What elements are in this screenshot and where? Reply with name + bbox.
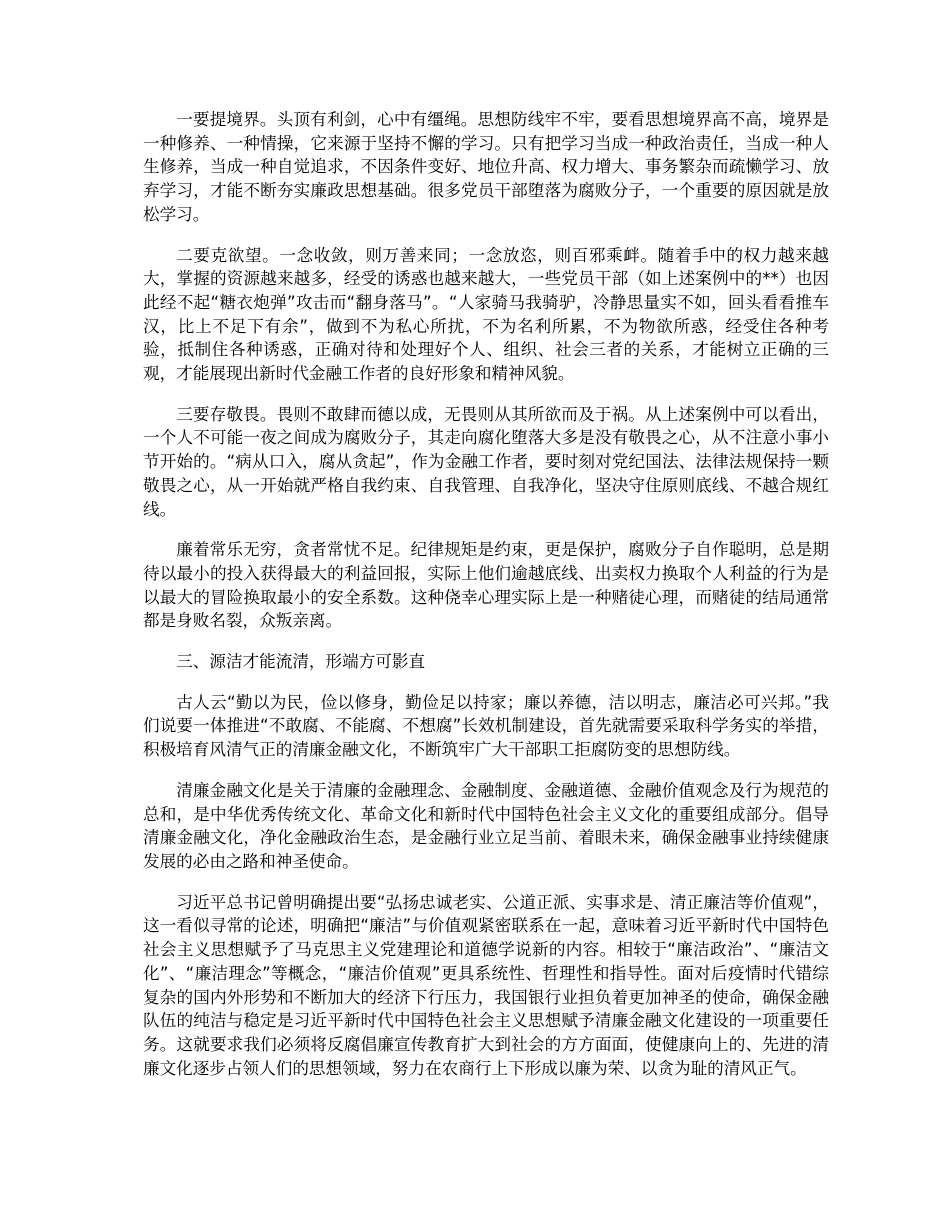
paragraph-integrity-joy: 廉着常乐无穷，贪者常忧不足。纪律规矩是约束，更是保护，腐败分子自作聪明，总是期待以最小的投入获得最大的利益回报，实际上他们逾越底线、出卖权力换取个人利益的行为是以最大的冒险换取最小的安全系数。这种侥幸心理实际上是一种赌徒心理，而赌徒的结局通常都是身败名裂，众叛亲离。 [143,540,829,631]
paragraph-keep-reverence: 三要存敬畏。畏则不敢肆而德以成，无畏则从其所欲而及于祸。从上述案例中可以看出，一个人不可能一夜之间成为腐败分子，其走向腐化堕落大多是没有敬畏之心，从不注意小事小节开始的。“病从口入，腐从贪起”，作为金融工作者，要时刻对党纪国法、法律法规保持一颗敬畏之心，从一开始就严格自我约束、自我管理、自我净化，坚决守住原则底线、不越合规红线。 [143,404,829,519]
section-heading: 三、源洁才能流清，形端方可影直 [176,652,426,672]
paragraph-clean-finance-culture: 清廉金融文化是关于清廉的金融理念、金融制度、金融道德、金融价值观念及行为规范的总和，是中华优秀传统文化、革命文化和新时代中国特色社会主义文化的重要组成部分。倡导清廉金融文化，净化金融政治生态，是金融行业立足当前、着眼未来，确保金融事业持续健康发展的必由之路和神圣使命。 [143,780,829,871]
paragraph-raise-realm: 一要提境界。头顶有利剑，心中有缰绳。思想防线牢不牢，要看思想境界高不高，境界是一种修养、一种情操，它来源于坚持不懈的学习。只有把学习当成一种政治责任，当成一种人生修养，当成一种自觉追求，不因条件变好、地位升高、权力增大、事务繁杂而疏懒学习、放弃学习，才能不断夯实廉政思想基础。很多党员干部堕落为腐败分子，一个重要的原因就是放松学习。 [143,110,829,224]
paragraph-restrain-desire: 二要克欲望。一念收敛，则万善来同；一念放恣，则百邪乘衅。随着手中的权力越来越大，掌握的资源越来越多，经受的诱惑也越来越大，一些党员干部（如上述案例中的**）也因此经不起“糖衣炮弹”攻击而“翻身落马”。“人家骑马我骑驴，冷静思量实不如，回头看看推车汉，比上不足下有余”，做到不为私心所扰，不为名利所累，不为物欲所惑，经受住各种考验，抵制住各种诱惑，正确对待和处理好个人、组织、社会三者的关系，才能树立正确的三观，才能展现出新时代金融工作者的良好形象和精神风貌。 [143,245,829,384]
document-page [143,108,829,1097]
paragraph-xi-values: 习近平总书记曾明确提出要“弘扬忠诚老实、公道正派、实事求是、清正廉洁等价值观”，这一看似寻常的论述，明确把“廉洁”与价值观紧密联系在一起，意味着习近平新时代中国特色社会主义思想赋予了马克思主义党建理论和道德学说新的内容。相较于“廉洁政治”、“廉洁文化”、“廉洁理念”等概念，“廉洁价值观”更具系统性、哲理性和指导性。面对后疫情时代错综复杂的国内外形势和不断加大的经济下行压力，我国银行业担负着更加神圣的使命，确保金融队伍的纯洁与稳定是习近平新时代中国特色社会主义思想赋予清廉金融文化建设的一项重要任务。这就要求我们必须将反腐倡廉宣传教育扩大到社会的方方面面，使健康向上的、先进的清廉文化逐步占领人们的思想领域，努力在农商行上下形成以廉为荣、以贪为耻的清风正气。 [143,892,829,1078]
paragraph-ancients-said: 古人云“勤以为民，俭以修身，勤俭足以持家；廉以养德，洁以明志，廉洁必可兴邦。”我们说要一体推进“不敢腐、不能腐、不想腐”长效机制建设，首先就需要采取科学务实的举措，积极培育风清气正的清廉金融文化，不断筑牢广大干部职工拒腐防变的思想防线。 [143,692,829,760]
